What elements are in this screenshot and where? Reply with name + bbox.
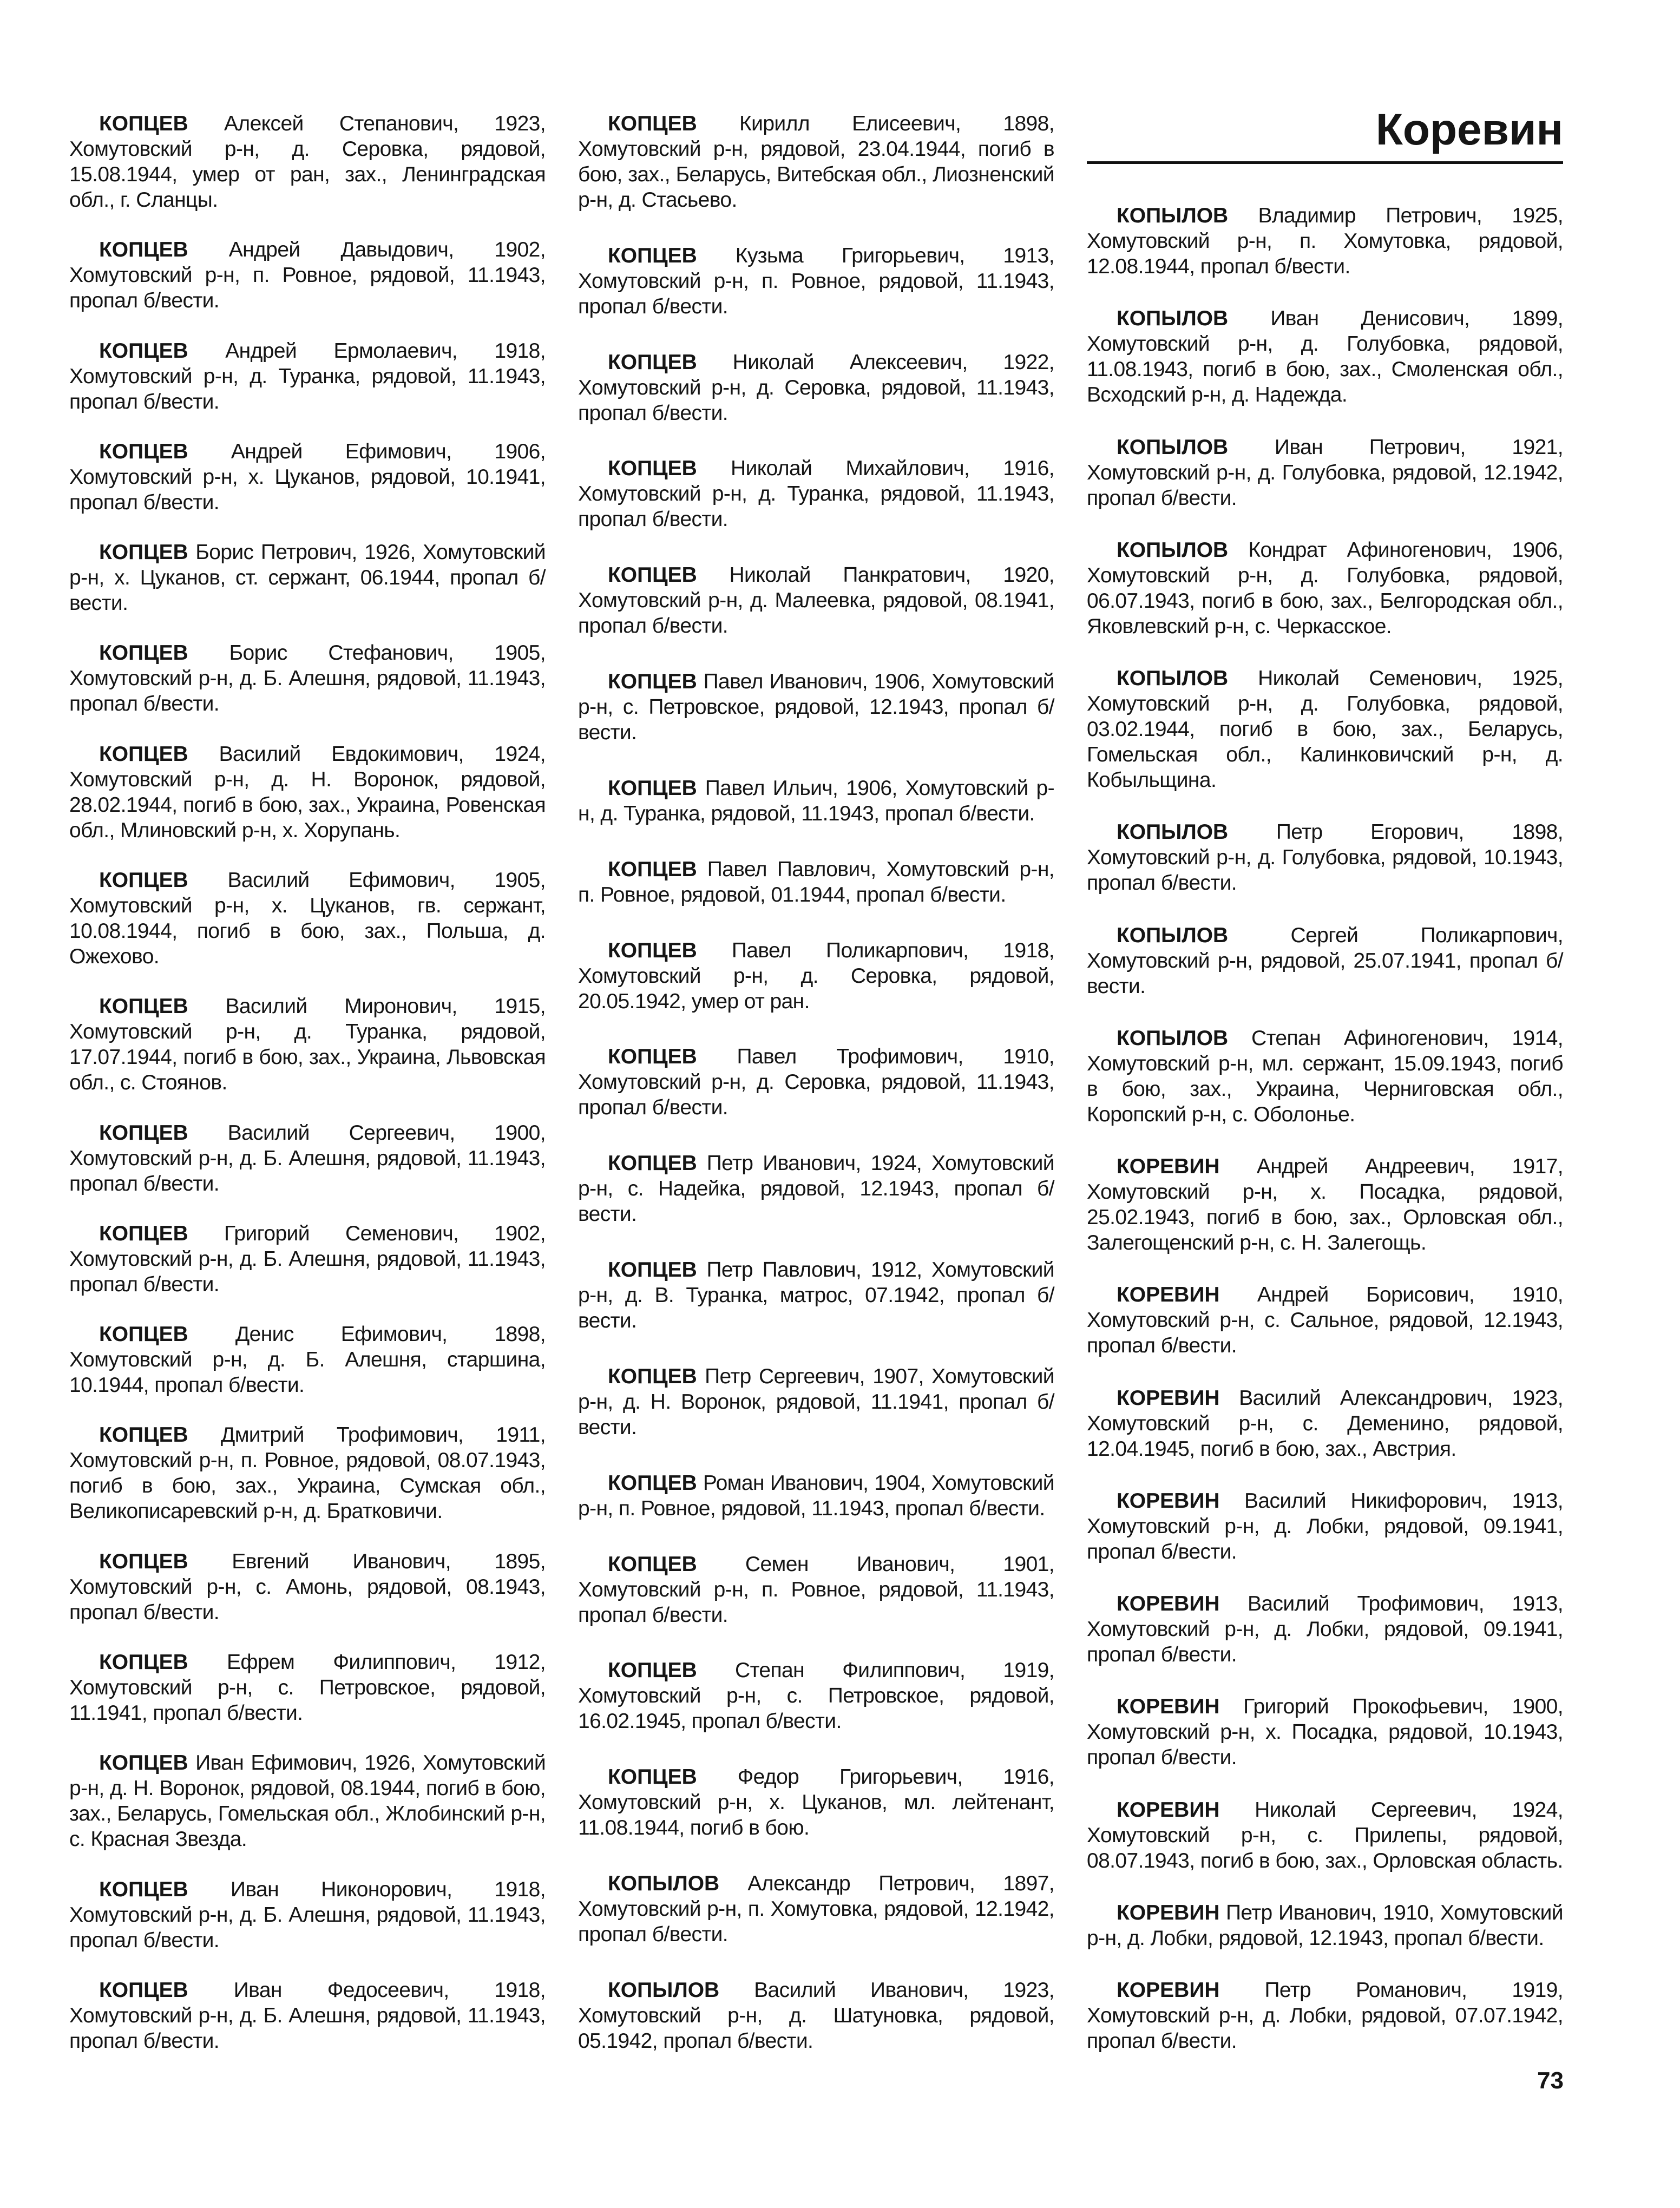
list-item — [69, 237, 546, 313]
list-item — [69, 1650, 546, 1726]
entry-details: Семен Иванович, 1901, Хомутовский р-н, п. Ровное, рядовой, 11.1943, пропал б/вести. — [578, 1552, 1054, 1627]
entry-surname: КОПЫЛОВ — [1117, 538, 1229, 562]
list-item — [578, 1364, 1054, 1440]
entry-surname: КОПЫЛОВ — [1117, 307, 1229, 331]
entry-details: Петр Иванович, 1924, Хомутовский р-н, с. Надейка, рядовой, 12.1943, пропал б/вести. — [578, 1152, 1054, 1226]
entry-details: Василий Миронович, 1915, Хомутовский р-н, д. Туранка, рядовой, 17.07.1944, погиб в бою, зах., Украина, Львовская обл., с. Стоянов. — [69, 995, 546, 1095]
entry-surname: КОРЕВИН — [1117, 1798, 1220, 1822]
entry-details: Григорий Семенович, 1902, Хомутовский р-н, д. Б. Алешня, рядовой, 11.1943, пропал б/вести. — [69, 1221, 546, 1296]
list-item — [69, 1549, 546, 1625]
list-item — [1087, 1977, 1563, 2054]
entry-details: Андрей Давыдович, 1902, Хомутовский р-н, п. Ровное, рядовой, 11.1943, пропал б/вести. — [69, 238, 546, 313]
list-item — [1087, 435, 1563, 511]
entry-surname: КОПЦЕВ — [99, 439, 188, 463]
entry-details: Андрей Ефимович, 1906, Хомутовский р-н, х. Цуканов, рядовой, 10.1941, пропал б/вести. — [69, 439, 546, 514]
entry-details: Павел Иванович, 1906, Хомутовский р-н, с. Петровское, рядовой, 12.1943, пропал б/вести. — [578, 670, 1054, 745]
entry-details: Василий Александрович, 1923, Хомутовский р-н, с. Деменино, рядовой, 12.04.1945, погиб в бою, зах., Австрия. — [1087, 1386, 1563, 1461]
list-item — [1087, 203, 1563, 279]
entry-surname: КОПЫЛОВ — [1117, 820, 1229, 844]
entry-details: Алексей Степанович, 1923, Хомутовский р-н, д. Серовка, рядовой, 15.08.1944, умер от ран, зах., Ленинградская обл., г. Сланцы. — [69, 112, 546, 212]
entry-details: Николай Алексеевич, 1922, Хомутовский р-н, д. Серовка, рядовой, 11.1943, пропал б/вести. — [578, 350, 1054, 425]
list-item — [1087, 1385, 1563, 1462]
entry-surname: КОПЦЕВ — [608, 1659, 697, 1683]
entry-surname: КОПЦЕВ — [608, 112, 697, 135]
entry-details: Андрей Ермолаевич, 1918, Хомутовский р-н, д. Туранка, рядовой, 11.1943, пропал б/вести. — [69, 339, 546, 413]
entry-details: Александр Петрович, 1897, Хомутовский р-н, п. Хомутовка, рядовой, 12.1942, пропал б/вести. — [578, 1872, 1054, 1947]
entry-details: Василий Иванович, 1923, Хомутовский р-н, д. Шатуновка, рядовой, 05.1942, пропал б/вести. — [578, 1978, 1054, 2053]
column-left — [69, 111, 546, 2054]
list-item — [1087, 1488, 1563, 1565]
list-item — [1087, 1154, 1563, 1256]
entry-details: Петр Иванович, 1910, Хомутовский р-н, д. Лобки, рядовой, 12.1943, пропал б/вести. — [1087, 1901, 1563, 1950]
entry-details: Федор Григорьевич, 1916, Хомутовский р-н, х. Цуканов, мл. лейтенант, 11.08.1944, погиб в бою. — [578, 1765, 1054, 1840]
entry-surname: КОПЦЕВ — [99, 1877, 188, 1901]
entry-details: Павел Трофимович, 1910, Хомутовский р-н, д. Серовка, рядовой, 11.1943, пропал б/вести. — [578, 1045, 1054, 1120]
entry-surname: КОПЦЕВ — [99, 1221, 188, 1245]
list-item — [1087, 306, 1563, 408]
entry-surname: КОПЦЕВ — [99, 112, 188, 135]
entry-surname: КОПЦЕВ — [608, 670, 697, 694]
entry-details: Василий Евдокимович, 1924, Хомутовский р-н, д. Н. Воронок, рядовой, 28.02.1944, погиб в бою, зах., Украина, Ровенская обл., Млиновский р-н, х. Хорупань. — [69, 742, 546, 842]
entry-details: Иван Денисович, 1899, Хомутовский р-н, д. Голубовка, рядовой, 11.08.1943, погиб в бою, зах., Смоленская обл., Всходский р-н, д. Надежда. — [1087, 307, 1563, 407]
entry-surname: КОПЦЕВ — [99, 1121, 188, 1145]
entry-surname: КОРЕВИН — [1117, 1386, 1220, 1410]
list-item — [1087, 1591, 1563, 1667]
list-item — [578, 562, 1054, 639]
list-item — [578, 1257, 1054, 1333]
running-header: Коревин — [1087, 103, 1563, 164]
list-item — [578, 456, 1054, 532]
entry-details: Иван Федосеевич, 1918, Хомутовский р-н, д. Б. Алешня, рядовой, 11.1943, пропал б/вести. — [69, 1978, 546, 2053]
entry-surname: КОПЦЕВ — [99, 1751, 188, 1775]
entry-surname: КОПЦЕВ — [99, 995, 188, 1018]
entry-surname: КОПЦЕВ — [608, 1364, 697, 1388]
list-item — [578, 350, 1054, 426]
list-item — [578, 1658, 1054, 1734]
entry-surname: КОПЦЕВ — [99, 1650, 188, 1674]
entry-surname: КОПЫЛОВ — [608, 1978, 720, 2002]
list-item — [578, 1764, 1054, 1841]
entry-details: Роман Иванович, 1904, Хомутовский р-н, п. Ровное, рядовой, 11.1943, пропал б/вести. — [578, 1471, 1054, 1520]
entry-surname: КОПЦЕВ — [608, 938, 697, 962]
list-item — [69, 994, 546, 1095]
entry-surname: КОПЦЕВ — [608, 350, 697, 374]
page-number: 73 — [1537, 2067, 1564, 2094]
list-item — [578, 857, 1054, 908]
entry-surname: КОПЫЛОВ — [1117, 204, 1229, 227]
entry-details: Ефрем Филиппович, 1912, Хомутовский р-н, с. Петровское, рядовой, 11.1941, пропал б/вести. — [69, 1650, 546, 1725]
entry-details: Павел Ильич, 1906, Хомутовский р-н, д. Туранка, рядовой, 11.1943, пропал б/вести. — [578, 776, 1054, 825]
entry-surname: КОРЕВИН — [1117, 1155, 1220, 1178]
entry-details: Петр Егорович, 1898, Хомутовский р-н, д. Голубовка, рядовой, 10.1943, пропал б/вести. — [1087, 820, 1563, 895]
entry-details: Василий Сергеевич, 1900, Хомутовский р-н, д. Б. Алешня, рядовой, 11.1943, пропал б/вести. — [69, 1121, 546, 1195]
entry-surname: КОПЦЕВ — [99, 1423, 188, 1447]
list-item — [578, 776, 1054, 826]
entry-details: Андрей Андреевич, 1917, Хомутовский р-н, х. Посадка, рядовой, 25.02.1943, погиб в бою, зах., Орловская обл., Залегощенский р-н, с. Н. Залегощь. — [1087, 1155, 1563, 1254]
entry-details: Кондрат Афиногенович, 1906, Хомутовский р-н, д. Голубовка, рядовой, 06.07.1943, погиб в бою, зах., Белгородская обл., Яковлевский р-н, с. Черкасское. — [1087, 538, 1563, 638]
entry-surname: КОПЦЕВ — [608, 776, 697, 800]
entry-details: Василий Ефимович, 1905, Хомутовский р-н, х. Цуканов, гв. сержант, 10.08.1944, погиб в бою, зах., Польша, д. Ожехово. — [69, 868, 546, 968]
list-item — [578, 938, 1054, 1014]
entry-surname: КОПЦЕВ — [608, 1045, 697, 1069]
list-item — [69, 111, 546, 213]
entry-surname: КОПЦЕВ — [99, 641, 188, 665]
entry-surname: КОПЦЕВ — [99, 1978, 188, 2002]
list-item — [578, 1470, 1054, 1521]
entry-details: Николай Сергеевич, 1924, Хомутовский р-н, с. Прилепы, рядовой, 08.07.1943, погиб в бою, зах., Орловская область. — [1087, 1798, 1563, 1872]
entry-details: Евгений Иванович, 1895, Хомутовский р-н, с. Амонь, рядовой, 08.1943, пропал б/вести. — [69, 1549, 546, 1624]
entry-surname: КОПЦЕВ — [608, 244, 697, 267]
list-item — [1087, 923, 1563, 999]
list-item — [578, 243, 1054, 319]
list-item — [1087, 1282, 1563, 1358]
entry-surname: КОПЦЕВ — [99, 1323, 188, 1346]
list-item — [1087, 1797, 1563, 1874]
list-item — [69, 1221, 546, 1297]
entry-surname: КОРЕВИН — [1117, 1695, 1220, 1719]
list-item — [69, 1877, 546, 1953]
entry-surname: КОПЦЕВ — [608, 1258, 697, 1282]
entry-surname: КОПЦЕВ — [99, 238, 188, 262]
entry-surname: КОПЦЕВ — [99, 339, 188, 363]
entry-details: Сергей Поликарпович, Хомутовский р-н, рядовой, 25.07.1941, пропал б/вести. — [1087, 923, 1563, 998]
list-item — [69, 1120, 546, 1197]
entry-details: Иван Никонорович, 1918, Хомутовский р-н, д. Б. Алешня, рядовой, 11.1943, пропал б/вести. — [69, 1877, 546, 1952]
entry-details: Владимир Петрович, 1925, Хомутовский р-н, п. Хомутовка, рядовой, 12.08.1944, пропал б/вести. — [1087, 204, 1563, 278]
entry-surname: КОРЕВИН — [1117, 1489, 1220, 1513]
list-item — [578, 1044, 1054, 1120]
column-right — [1087, 203, 1563, 2054]
entry-surname: КОПЦЕВ — [608, 1765, 697, 1789]
list-item — [69, 540, 546, 616]
entry-surname: КОПЫЛОВ — [1117, 667, 1229, 690]
entry-details: Николай Михайлович, 1916, Хомутовский р-н, д. Туранка, рядовой, 11.1943, пропал б/вести. — [578, 457, 1054, 531]
entry-details: Иван Ефимович, 1926, Хомутовский р-н, д. Н. Воронок, рядовой, 08.1944, погиб в бою, зах., Беларусь, Гомельская обл., Жлобинский р-н, с. Красная Звезда. — [69, 1751, 546, 1851]
entry-surname: КОПЦЕВ — [608, 1152, 697, 1175]
list-item — [1087, 666, 1563, 793]
entry-details: Борис Стефанович, 1905, Хомутовский р-н, д. Б. Алешня, рядовой, 11.1943, пропал б/вести. — [69, 641, 546, 716]
entry-details: Степан Афиногенович, 1914, Хомутовский р-н, мл. сержант, 15.09.1943, погиб в бою, зах., Украина, Черниговская обл., Коропский р-н, с. Оболонье. — [1087, 1026, 1563, 1126]
entry-details: Андрей Борисович, 1910, Хомутовский р-н, с. Сальное, рядовой, 12.1943, пропал б/вести. — [1087, 1283, 1563, 1358]
entry-surname: КОПЦЕВ — [99, 1549, 188, 1573]
entry-details: Павел Поликарпович, 1918, Хомутовский р-н, д. Серовка, рядовой, 20.05.1942, умер от ран. — [578, 938, 1054, 1013]
entry-details: Дмитрий Трофимович, 1911, Хомутовский р-н, п. Ровное, рядовой, 08.07.1943, погиб в бою, зах., Украина, Сумская обл., Великописаревский р-н, д. Братковичи. — [69, 1423, 546, 1523]
entry-surname: КОПЫЛОВ — [1117, 1026, 1229, 1050]
entry-surname: КОРЕВИН — [1117, 1592, 1220, 1615]
entry-details: Павел Павлович, Хомутовский р-н, п. Ровное, рядовой, 01.1944, пропал б/вести. — [578, 857, 1054, 906]
list-item — [69, 741, 546, 843]
entry-details: Петр Сергеевич, 1907, Хомутовский р-н, д. Н. Воронок, рядовой, 11.1941, пропал б/вести. — [578, 1364, 1054, 1439]
entry-surname: КОПЦЕВ — [608, 1552, 697, 1576]
entry-surname: КОПЦЕВ — [99, 742, 188, 766]
entry-surname: КОПЦЕВ — [608, 457, 697, 481]
entry-surname: КОПЦЕВ — [99, 868, 188, 892]
entry-surname: КОПЫЛОВ — [1117, 923, 1229, 947]
entry-surname: КОПЫЛОВ — [608, 1872, 720, 1896]
list-item — [1087, 1900, 1563, 1951]
entry-surname: КОРЕВИН — [1117, 1283, 1220, 1307]
entry-details: Петр Романович, 1919, Хомутовский р-н, д. Лобки, рядовой, 07.07.1942, пропал б/вести. — [1087, 1979, 1563, 2053]
entry-details: Василий Трофимович, 1913, Хомутовский р-н, д. Лобки, рядовой, 09.1941, пропал б/вести. — [1087, 1592, 1563, 1666]
list-item — [1087, 537, 1563, 639]
list-item — [1087, 1026, 1563, 1127]
list-item — [578, 1151, 1054, 1227]
list-item — [1087, 819, 1563, 896]
entry-surname: КОПЦЕВ — [608, 563, 697, 587]
entry-details: Николай Панкратович, 1920, Хомутовский р-н, д. Малеевка, рядовой, 08.1941, пропал б/вести. — [578, 563, 1054, 638]
list-item — [578, 1977, 1054, 2054]
entry-details: Кузьма Григорьевич, 1913, Хомутовский р-н, п. Ровное, рядовой, 11.1943, пропал б/вести. — [578, 244, 1054, 318]
entry-surname: КОРЕВИН — [1117, 1979, 1220, 2002]
list-item — [69, 868, 546, 969]
list-item — [578, 669, 1054, 745]
list-item — [69, 338, 546, 415]
entry-details: Петр Павлович, 1912, Хомутовский р-н, д. В. Туранка, матрос, 07.1942, пропал б/вести. — [578, 1258, 1054, 1333]
list-item — [578, 1871, 1054, 1947]
entry-details: Борис Петрович, 1926, Хомутовский р-н, х. Цуканов, ст. сержант, 06.1944, пропал б/вести. — [69, 541, 546, 615]
entry-surname: КОПЦЕВ — [608, 857, 697, 881]
entry-surname: КОРЕВИН — [1117, 1901, 1220, 1924]
entry-surname: КОПЫЛОВ — [1117, 435, 1229, 459]
entry-surname: КОПЦЕВ — [608, 1471, 697, 1495]
entry-details: Степан Филиппович, 1919, Хомутовский р-н, с. Петровское, рядовой, 16.02.1945, пропал б/вести. — [578, 1659, 1054, 1733]
entry-details: Григорий Прокофьевич, 1900, Хомутовский р-н, х. Посадка, рядовой, 10.1943, пропал б/вести. — [1087, 1695, 1563, 1770]
entry-surname: КОПЦЕВ — [99, 541, 188, 564]
entry-details: Кирилл Елисеевич, 1898, Хомутовский р-н, рядовой, 23.04.1944, погиб в бою, зах., Беларусь, Витебская обл., Лиозненский р-н, д. Стасьево. — [578, 112, 1054, 212]
column-middle — [578, 111, 1054, 2054]
list-item — [69, 1977, 546, 2054]
entry-details: Денис Ефимович, 1898, Хомутовский р-н, д. Б. Алешня, старшина, 10.1944, пропал б/вести. — [69, 1323, 546, 1397]
entry-details: Василий Никифорович, 1913, Хомутовский р-н, д. Лобки, рядовой, 09.1941, пропал б/вести. — [1087, 1489, 1563, 1563]
entry-details: Николай Семенович, 1925, Хомутовский р-н, д. Голубовка, рядовой, 03.02.1944, погиб в бою, зах., Беларусь, Гомельская обл., Калинковичский р-н, д. Кобыльщина. — [1087, 667, 1563, 792]
list-item — [578, 1552, 1054, 1628]
list-item — [578, 111, 1054, 213]
list-item — [69, 1422, 546, 1524]
list-item — [69, 1750, 546, 1852]
list-item — [69, 640, 546, 717]
entry-details: Иван Петрович, 1921, Хомутовский р-н, д. Голубовка, рядовой, 12.1942, пропал б/вести. — [1087, 435, 1563, 510]
list-item — [69, 439, 546, 515]
list-item — [1087, 1694, 1563, 1770]
list-item — [69, 1322, 546, 1398]
